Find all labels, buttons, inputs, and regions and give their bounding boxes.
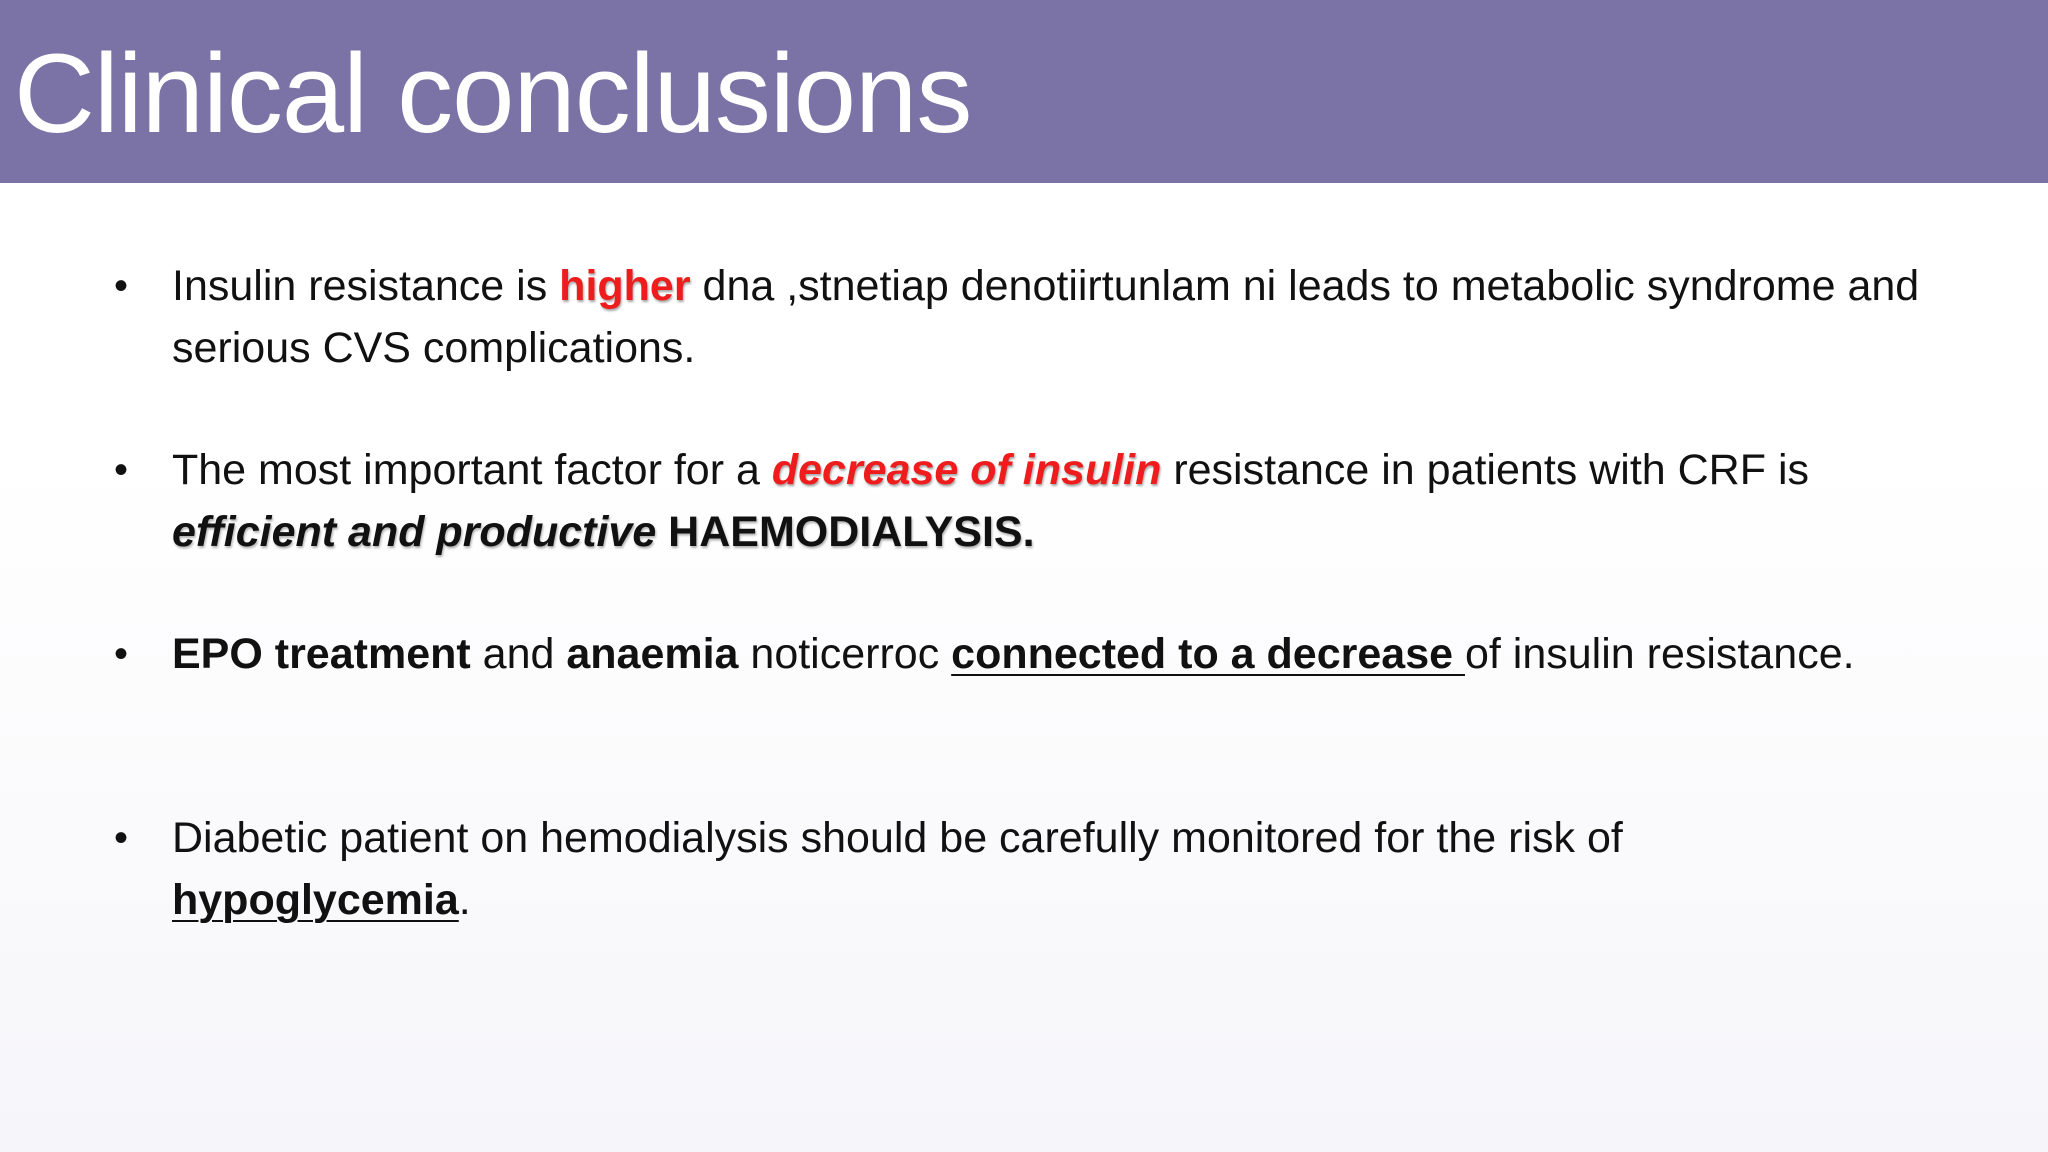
bullet-text: of insulin resistance. [1464, 630, 1855, 678]
bullet-text: . [458, 876, 471, 924]
bullet-dot-icon: • [114, 264, 129, 308]
underlined-text: hypoglycemia [172, 876, 459, 924]
bullet-text: Insulin resistance is [172, 262, 560, 310]
bullet-dot-icon: • [114, 448, 129, 492]
bullet-text: Diabetic patient on hemodialysis should be carefully monitored for the risk of [172, 814, 1623, 862]
bullet-text: resistance in patients with CRF is [1161, 446, 1809, 494]
emphasis-text: efficient and productive [172, 508, 657, 556]
underlined-text: connected to a decrease [951, 630, 1465, 678]
bullet-item-epo-treatment [114, 623, 1932, 685]
strong-text: HAEMODIALYSIS. [656, 508, 1035, 556]
bullet-text: The most important factor for a [172, 446, 772, 494]
bullet-dot-icon: • [114, 816, 129, 860]
highlight-text: higher [559, 262, 691, 310]
bullet-item-insulin-resistance [114, 255, 1932, 379]
bullet-text: dna ,stnetiap denotiirtunlam ni leads to metabolic syndrome and serious CVS complications. [172, 262, 1920, 372]
bullet-text: and [470, 630, 567, 678]
bullet-text: noticerroc [738, 630, 952, 678]
title-bar [0, 0, 2048, 183]
bullet-dot-icon: • [114, 632, 129, 676]
slide-title: Clinical conclusions [14, 31, 972, 156]
bullet-item-haemodialysis [114, 439, 1932, 563]
strong-text: EPO treatment [172, 630, 471, 678]
strong-text: anaemia [566, 630, 739, 678]
bullet-item-hypoglycemia [114, 807, 1932, 931]
highlight-text: decrease of insulin [771, 446, 1162, 494]
